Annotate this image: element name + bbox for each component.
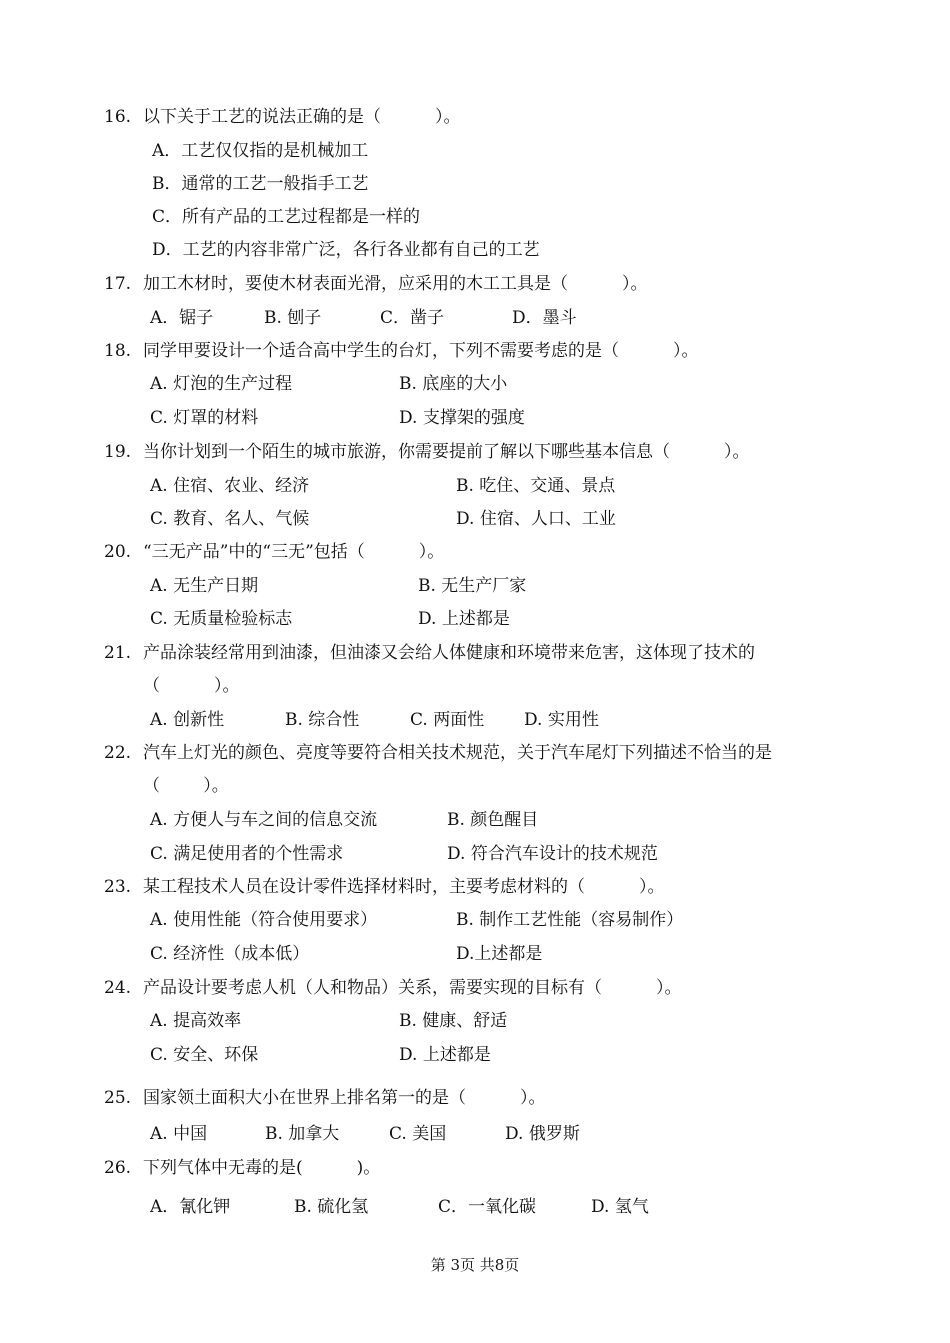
answer-option: D. 住宿、人口、工业	[456, 509, 616, 529]
question-number: 26.	[104, 1158, 132, 1178]
answer-option: A. 提高效率	[150, 1011, 242, 1031]
question-stem: 国家领土面积大小在世界上排名第一的是（ ）。	[143, 1088, 546, 1108]
answer-option: D．墨斗	[512, 308, 577, 328]
answer-option: C. 灯罩的材料	[150, 408, 259, 428]
question-number: 22.	[104, 743, 132, 763]
answer-option: A. 住宿、农业、经济	[150, 476, 310, 496]
answer-option: C. 两面性	[410, 710, 485, 730]
answer-option: C．一氧化碳	[438, 1197, 537, 1217]
answer-option: D.上述都是	[456, 944, 543, 964]
question-stem: 汽车上灯光的颜色、亮度等要符合相关技术规范，关于汽车尾灯下列描述不恰当的是	[143, 743, 772, 763]
question-number: 20.	[104, 542, 132, 562]
answer-option: B. 健康、舒适	[399, 1011, 508, 1031]
question-number: 16.	[104, 107, 132, 127]
answer-option: D. 符合汽车设计的技术规范	[447, 844, 658, 864]
question-number: 19.	[104, 442, 132, 462]
question-stem: 产品设计要考虑人机（人和物品）关系，需要实现的目标有（ ）。	[143, 978, 682, 998]
answer-option: B．通常的工艺一般指手工艺	[152, 174, 369, 194]
answer-option: B. 硫化氢	[294, 1197, 369, 1217]
answer-option: A. 中国	[150, 1124, 208, 1144]
answer-option: C. 满足使用者的个性需求	[150, 844, 344, 864]
answer-option: B. 刨子	[264, 308, 322, 328]
answer-option: C. 教育、名人、气候	[150, 509, 310, 529]
question-stem: 加工木材时，要使木材表面光滑，应采用的木工工具是（ ）。	[143, 274, 648, 294]
answer-option: D. 上述都是	[399, 1045, 491, 1065]
answer-option: A．工艺仅仅指的是机械加工	[152, 141, 369, 161]
question-stem: 以下关于工艺的说法正确的是（ ）。	[143, 107, 461, 127]
answer-option: A. 灯泡的生产过程	[150, 374, 293, 394]
question-number: 24.	[104, 978, 132, 998]
answer-option: B. 无生产厂家	[418, 576, 527, 596]
page-footer: 第 3页 共8页	[430, 1256, 520, 1274]
answer-option: D. 支撑架的强度	[399, 408, 525, 428]
question-stem: 下列气体中无毒的是( )。	[143, 1158, 381, 1178]
answer-option: D. 氢气	[591, 1197, 649, 1217]
answer-option: B. 颜色醒目	[447, 810, 539, 830]
answer-option: D. 实用性	[524, 710, 599, 730]
question-stem: “三无产品”中的“三无”包括（ ）。	[143, 542, 445, 562]
answer-option: A. 方便人与车之间的信息交流	[150, 810, 378, 830]
question-number: 18.	[104, 341, 132, 361]
answer-option: B. 制作工艺性能（容易制作）	[456, 910, 684, 930]
answer-option: B. 加拿大	[265, 1124, 340, 1144]
question-stem: 产品涂装经常用到油漆，但油漆又会给人体健康和环境带来危害，这体现了技术的	[143, 643, 755, 663]
answer-option: A．锯子	[150, 308, 214, 328]
question-number: 21.	[104, 643, 132, 663]
answer-option: C. 安全、环保	[150, 1045, 259, 1065]
question-stem: 当你计划到一个陌生的城市旅游，你需要提前了解以下哪些基本信息（ ）。	[143, 442, 750, 462]
answer-option: C．所有产品的工艺过程都是一样的	[152, 207, 421, 227]
question-stem: 同学甲要设计一个适合高中学生的台灯，下列不需要考虑的是（ ）。	[143, 341, 699, 361]
answer-option: A. 使用性能（符合使用要求）	[150, 910, 378, 930]
answer-option: B. 综合性	[285, 710, 360, 730]
question-number: 23.	[104, 877, 132, 897]
question-stem: 某工程技术人员在设计零件选择材料时，主要考虑材料的（ ）。	[143, 877, 665, 897]
answer-option: B. 吃住、交通、景点	[456, 476, 616, 496]
answer-option: C. 无质量检验标志	[150, 609, 293, 629]
answer-option: C. 经济性（成本低）	[150, 944, 310, 964]
answer-option: C. 美国	[389, 1124, 447, 1144]
answer-option: D．工艺的内容非常广泛，各行各业都有自己的工艺	[152, 240, 540, 260]
answer-option: D. 俄罗斯	[505, 1124, 580, 1144]
answer-option: C．凿子	[380, 308, 445, 328]
question-number: 25.	[104, 1088, 132, 1108]
answer-option: A. 创新性	[150, 710, 225, 730]
answer-option: A．氰化钾	[150, 1197, 231, 1217]
answer-option: D. 上述都是	[418, 609, 510, 629]
answer-option: B. 底座的大小	[399, 374, 508, 394]
answer-option: A. 无生产日期	[150, 576, 259, 596]
question-number: 17.	[104, 274, 132, 294]
question-stem: （ ）。	[143, 776, 229, 796]
question-stem: （ ）。	[143, 676, 240, 696]
